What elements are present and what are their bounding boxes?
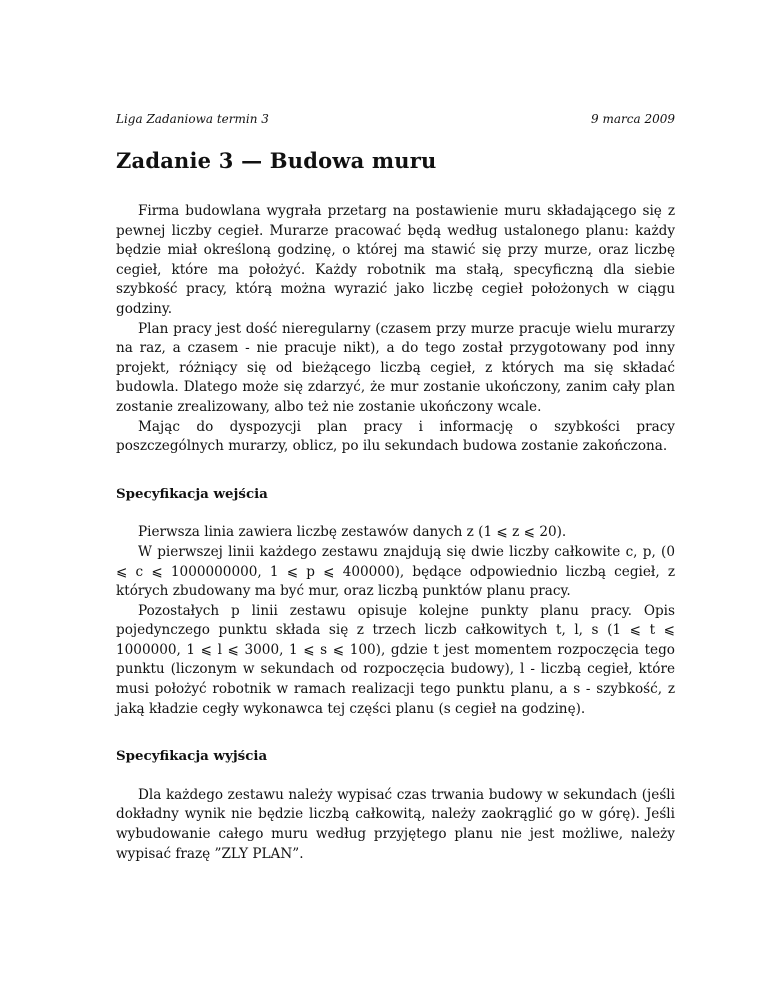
task-body <box>116 202 675 864</box>
input-spec-paragraph-2: W pierwszej linii każdego zestawu znajdują się dwie liczby całkowite c, p, (0 ⩽ c ⩽ 1000000000, 1 ⩽ p ⩽ 400000), będące odpowiednio liczbą cegieł, z których zbudowany ma być mur, oraz liczbą punktów planu pracy. <box>116 543 675 600</box>
input-spec-paragraph-1: Pierwsza linia zawiera liczbę zestawów danych z (1 ⩽ z ⩽ 20). <box>138 524 567 541</box>
intro-paragraph-3: Mając do dyspozycji plan pracy i informację o szybkości pracy poszczególnych murarzy, oblicz, po ilu sekundach budowa zostanie zakończona. <box>116 418 675 455</box>
header-date: 9 marca 2009 <box>591 112 675 126</box>
intro-paragraph-2: Plan pracy jest dość nieregularny (czasem przy murze pracuje wielu murarzy na raz, a czasem - nie pracuje nikt), a do tego został przygotowany pod inny projekt, różniący się od bieżącego liczbą cegieł, z których ma się składać budowla. Dlatego może się zdarzyć, że mur zostanie ukończony, zanim cały plan zostanie zrealizowany, albo też nie zostanie ukończony wcale. <box>116 320 675 415</box>
task-title: Zadanie 3 — Budowa muru <box>116 148 437 173</box>
input-spec-paragraph-3: Pozostałych p linii zestawu opisuje kolejne punkty planu pracy. Opis pojedynczego punktu składa się z trzech liczb całkowitych t, l, s (1 ⩽ t ⩽ 1000000, 1 ⩽ l ⩽ 3000, 1 ⩽ s ⩽ 100), gdzie t jest momentem rozpoczęcia tego punktu (liczonym w sekundach od rozpoczęcia budowy), l - liczbą cegieł, które musi położyć robotnik w ramach realizacji tego punktu planu, a s - szybkość, z jaką kładzie cegły wykonawca tej części planu (s cegieł na godzinę). <box>116 602 675 717</box>
header-contest-name: Liga Zadaniowa termin 3 <box>116 112 269 126</box>
intro-paragraph-1: Firma budowlana wygrała przetarg na postawienie muru składającego się z pewnej liczby cegieł. Murarze pracować będą według ustalonego planu: każdy będzie miał określoną godzinę, o której ma stawić się przy murze, oraz liczbę cegieł, które ma położyć. Każdy robotnik ma stałą, specyficzną dla siebie szybkość pracy, którą można wyrazić jako liczbę cegieł położonych w ciągu godziny. <box>116 203 675 317</box>
input-spec-heading: Specyfikacja wejścia <box>116 485 268 502</box>
page-header <box>116 112 675 132</box>
output-spec-heading: Specyfikacja wyjścia <box>116 748 268 765</box>
output-spec-paragraph-1: Dla każdego zestawu należy wypisać czas trwania budowy w sekundach (jeśli dokładny wynik nie będzie liczbą całkowitą, należy zaokrąglić go w górę). Jeśli wybudowanie całego muru według przyjętego planu nie jest możliwe, należy wypisać frazę ”ZLY PLAN”. <box>116 786 675 862</box>
